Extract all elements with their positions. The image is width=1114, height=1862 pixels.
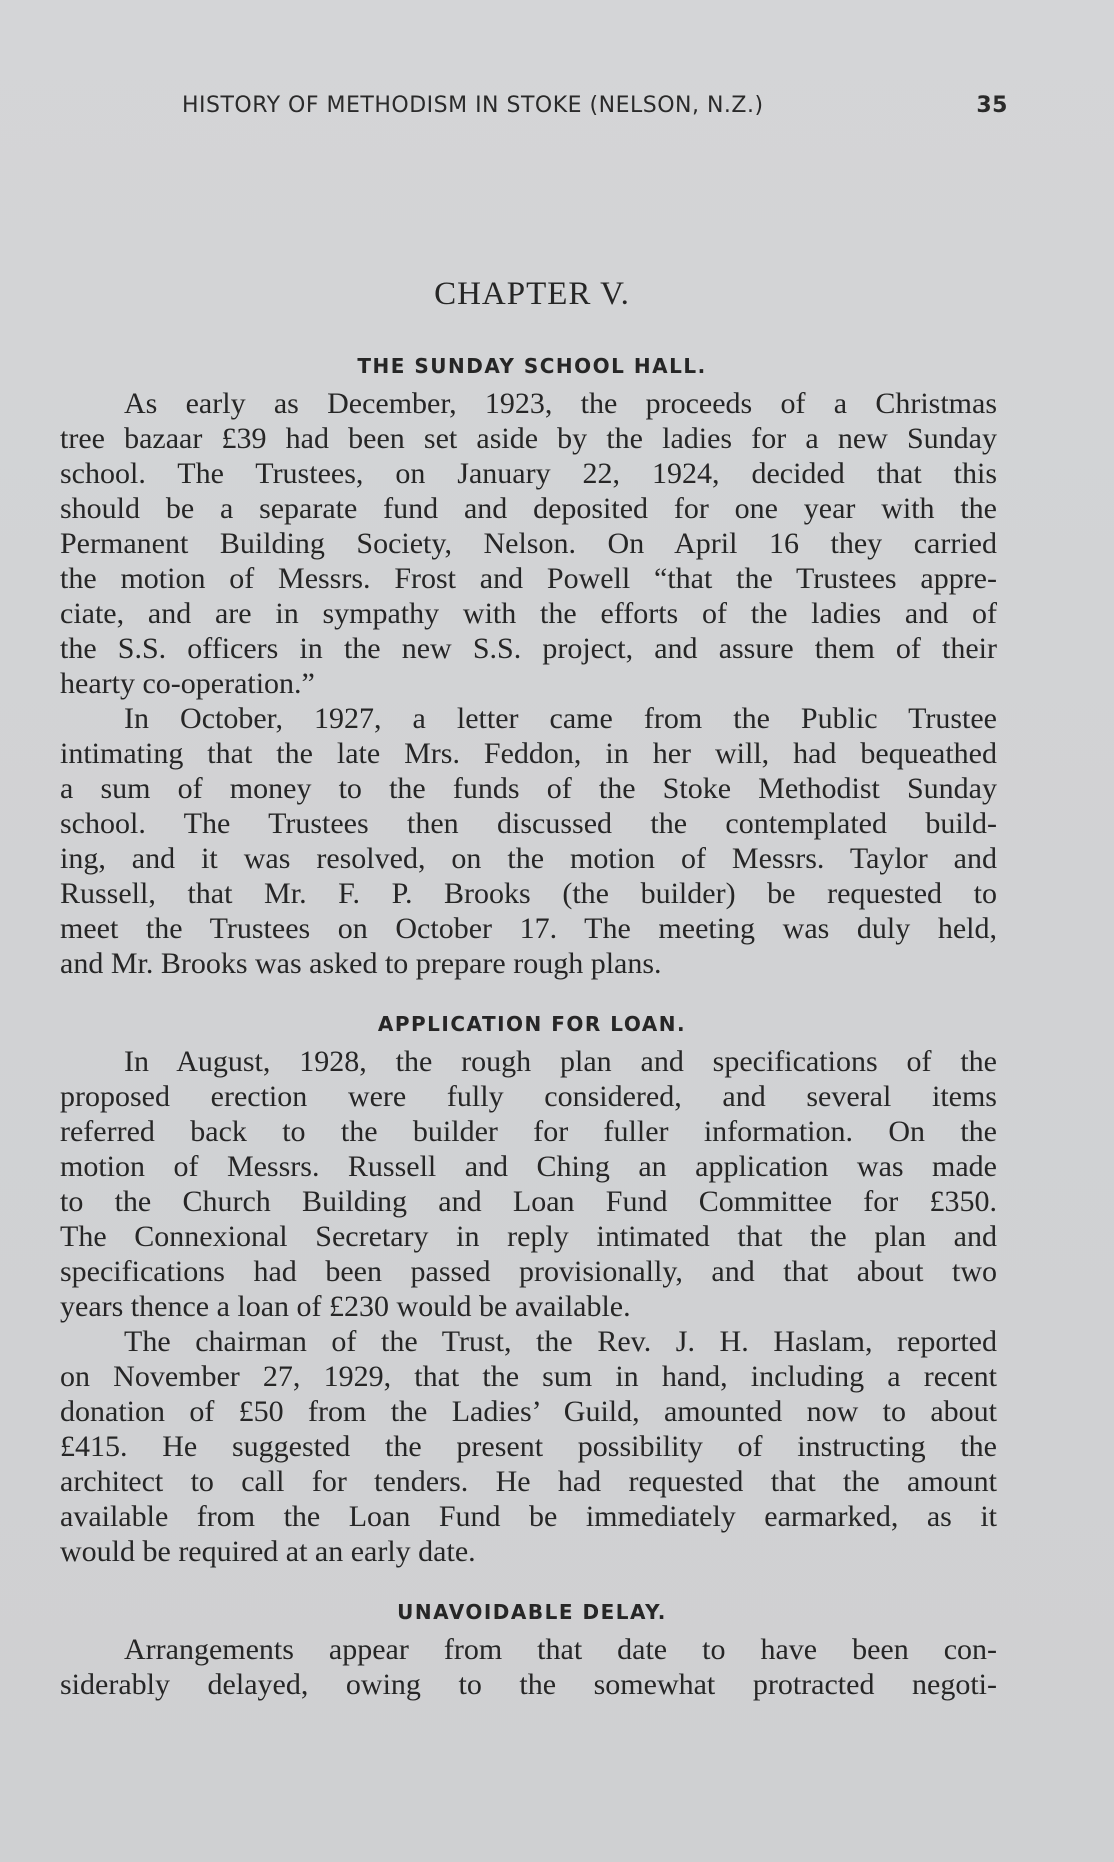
paragraph — [60, 701, 997, 981]
section-heading-unavoidable-delay: UNAVOIDABLE DELAY. — [397, 1600, 667, 1624]
chapter-title: CHAPTER V. — [434, 276, 630, 312]
text-line: £415. He suggested the present possibility of instructing the — [60, 1430, 997, 1463]
text-line: tree bazaar £39 had been set aside by the ladies for a new Sunday — [60, 422, 997, 455]
page-number: 35 — [976, 93, 1008, 118]
text-line: ciate, and are in sympathy with the efforts of the ladies and of — [60, 597, 997, 630]
text-line: hearty co-operation.” — [60, 667, 315, 700]
text-line: donation of £50 from the Ladies’ Guild, amounted now to about — [60, 1395, 997, 1428]
text-line: school. The Trustees then discussed the contemplated build- — [60, 807, 997, 840]
paragraph — [60, 1044, 997, 1324]
text-line: In October, 1927, a letter came from the Public Trustee — [124, 702, 997, 735]
text-line: motion of Messrs. Russell and Ching an application was made — [60, 1150, 997, 1183]
running-head-title: HISTORY OF METHODISM IN STOKE (NELSON, N.Z.) — [182, 93, 764, 118]
paragraph — [60, 1324, 997, 1569]
text-line: Russell, that Mr. F. P. Brooks (the builder) be requested to — [60, 877, 997, 910]
text-line: and Mr. Brooks was asked to prepare rough plans. — [60, 947, 662, 980]
text-line: Arrangements appear from that date to have been con- — [124, 1633, 997, 1666]
text-line: years thence a loan of £230 would be available. — [60, 1290, 631, 1323]
text-line: Permanent Building Society, Nelson. On April 16 they carried — [60, 527, 997, 560]
text-line: would be required at an early date. — [60, 1535, 476, 1568]
text-line: architect to call for tenders. He had requested that the amount — [60, 1465, 997, 1498]
text-line: to the Church Building and Loan Fund Committee for £350. — [60, 1185, 997, 1218]
text-line: The chairman of the Trust, the Rev. J. H. Haslam, reported — [124, 1325, 997, 1358]
paragraph — [60, 386, 997, 701]
text-line: the S.S. officers in the new S.S. project, and assure them of their — [60, 632, 997, 665]
text-line: In August, 1928, the rough plan and specifications of the — [124, 1045, 997, 1078]
text-line: available from the Loan Fund be immediately earmarked, as it — [60, 1500, 997, 1533]
text-line: the motion of Messrs. Frost and Powell “that the Trustees appre- — [60, 562, 997, 595]
text-line: school. The Trustees, on January 22, 1924, decided that this — [60, 457, 997, 490]
text-line: siderably delayed, owing to the somewhat protracted negoti- — [60, 1668, 997, 1701]
text-line: a sum of money to the funds of the Stoke Methodist Sunday — [60, 772, 997, 805]
paragraph — [60, 1632, 997, 1702]
text-line: meet the Trustees on October 17. The meeting was duly held, — [60, 912, 997, 945]
text-line: proposed erection were fully considered, and several items — [60, 1080, 997, 1113]
section-heading-application-for-loan: APPLICATION FOR LOAN. — [377, 1012, 687, 1036]
text-line: intimating that the late Mrs. Feddon, in her will, had bequeathed — [60, 737, 997, 770]
text-line: should be a separate fund and deposited for one year with the — [60, 492, 997, 525]
running-head — [182, 93, 1008, 123]
text-line: As early as December, 1923, the proceeds of a Christmas — [124, 387, 997, 420]
text-line: The Connexional Secretary in reply intimated that the plan and — [60, 1220, 997, 1253]
section-heading-sunday-school-hall: THE SUNDAY SCHOOL HALL. — [357, 354, 707, 378]
text-line: ing, and it was resolved, on the motion of Messrs. Taylor and — [60, 842, 997, 875]
text-line: referred back to the builder for fuller information. On the — [60, 1115, 997, 1148]
text-line: specifications had been passed provisionally, and that about two — [60, 1255, 997, 1288]
text-line: on November 27, 1929, that the sum in hand, including a recent — [60, 1360, 997, 1393]
